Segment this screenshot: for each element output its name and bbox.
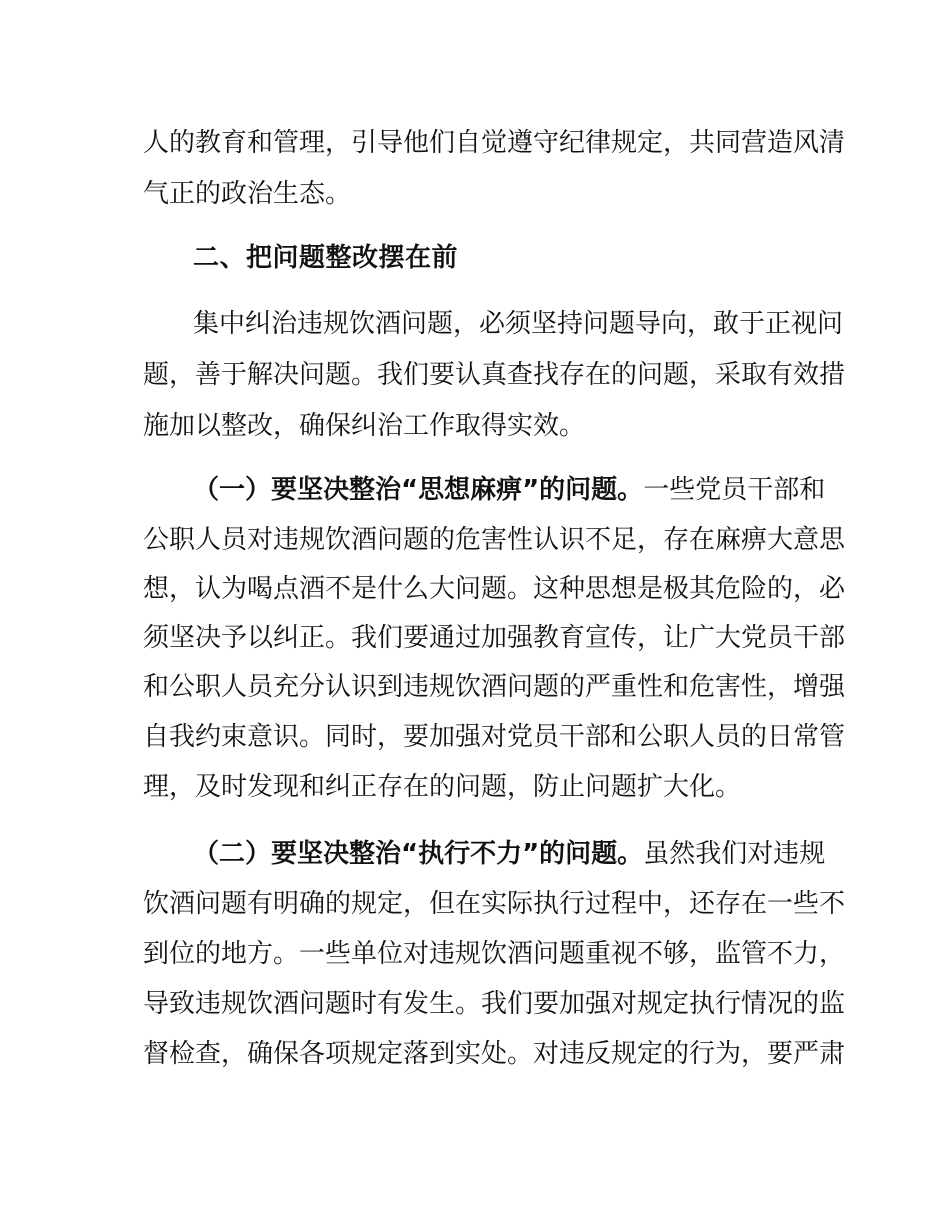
- subheading-lead: （一）要坚决整治“思想麻痹”的问题。: [193, 475, 644, 505]
- paragraph-line: 理，及时发现和纠正存在的问题，防止问题扩大化。: [143, 772, 742, 802]
- paragraph-line: 气正的政治生态。: [143, 179, 352, 209]
- paragraph-line: 须坚决予以纠正。我们要通过加强教育宣传，让广大党员干部: [143, 623, 846, 653]
- paragraph-line: 公职人员对违规饮酒问题的危害性认识不足，存在麻痹大意思: [143, 525, 846, 555]
- section-heading: 二、把问题整改摆在前: [193, 243, 459, 273]
- paragraph-line: 督检查，确保各项规定落到实处。对违反规定的行为，要严肃: [143, 1039, 846, 1069]
- paragraph-line: 想，认为喝点酒不是什么大问题。这种思想是极其危险的，必: [143, 574, 846, 604]
- paragraph-line: 到位的地方。一些单位对违规饮酒问题重视不够，监管不力，: [143, 939, 846, 969]
- paragraph-line: 饮酒问题有明确的规定，但在实际执行过程中，还存在一些不: [143, 889, 846, 919]
- paragraph-line: 集中纠治违规饮酒问题，必须坚持问题导向，敢于正视问: [193, 309, 844, 339]
- paragraph-line: 导致违规饮酒问题时有发生。我们要加强对规定执行情况的监: [143, 989, 846, 1019]
- paragraph-line: 自我约束意识。同时，要加强对党员干部和公职人员的日常管: [143, 722, 846, 752]
- paragraph-first-line: [193, 470, 826, 510]
- paragraph-text: 一些党员干部和: [643, 475, 826, 505]
- paragraph-text: 虽然我们对违规: [643, 839, 826, 869]
- subheading-lead: （二）要坚决整治“执行不力”的问题。: [193, 839, 644, 869]
- paragraph-line: 施加以整改，确保纠治工作取得实效。: [143, 411, 586, 441]
- paragraph-line: 和公职人员充分认识到违规饮酒问题的严重性和危害性，增强: [143, 672, 846, 702]
- paragraph-line: 人的教育和管理，引导他们自觉遵守纪律规定，共同营造风清: [143, 128, 846, 158]
- paragraph-first-line: [193, 834, 826, 874]
- paragraph-line: 题，善于解决问题。我们要认真查找存在的问题，采取有效措: [143, 360, 846, 390]
